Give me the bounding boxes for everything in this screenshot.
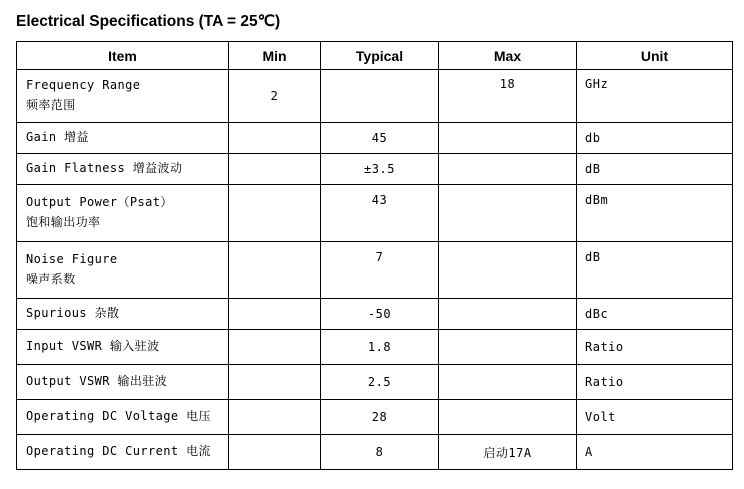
row-item bbox=[17, 435, 229, 470]
row-typical: 1.8 bbox=[321, 330, 439, 365]
row-item-line1: Gain 增益 bbox=[26, 130, 89, 145]
row-item-line1: Output VSWR 输出驻波 bbox=[26, 374, 168, 389]
row-max bbox=[439, 242, 577, 299]
row-max bbox=[439, 123, 577, 154]
table-header bbox=[17, 42, 733, 70]
row-min bbox=[229, 242, 321, 299]
row-min bbox=[229, 330, 321, 365]
table-row bbox=[17, 330, 733, 365]
table-row bbox=[17, 70, 733, 123]
page-title: Electrical Specifications (TA = 25℃) bbox=[16, 13, 281, 30]
row-min bbox=[229, 400, 321, 435]
row-typical: 7 bbox=[321, 242, 439, 299]
row-unit: GHz bbox=[577, 70, 733, 123]
table-row bbox=[17, 435, 733, 470]
row-typical bbox=[321, 70, 439, 123]
row-unit: Ratio bbox=[577, 365, 733, 400]
row-item-line1: Frequency Range bbox=[26, 78, 141, 93]
row-min bbox=[229, 365, 321, 400]
table-row bbox=[17, 299, 733, 330]
row-typical: 2.5 bbox=[321, 365, 439, 400]
row-unit: dBc bbox=[577, 299, 733, 330]
row-typical: 45 bbox=[321, 123, 439, 154]
row-item-line1: Operating DC Current 电流 bbox=[26, 444, 211, 459]
row-unit: dB bbox=[577, 242, 733, 299]
row-unit: Volt bbox=[577, 400, 733, 435]
table-row bbox=[17, 400, 733, 435]
row-item-line1: Operating DC Voltage 电压 bbox=[26, 409, 211, 424]
row-max bbox=[439, 185, 577, 242]
row-typical: -50 bbox=[321, 299, 439, 330]
column-header-max: Max bbox=[439, 42, 577, 70]
row-unit: db bbox=[577, 123, 733, 154]
row-min bbox=[229, 154, 321, 185]
row-max bbox=[439, 400, 577, 435]
table-row bbox=[17, 185, 733, 242]
row-item bbox=[17, 330, 229, 365]
row-max bbox=[439, 299, 577, 330]
row-item bbox=[17, 154, 229, 185]
column-header-min: Min bbox=[229, 42, 321, 70]
row-item-line1: Gain Flatness 增益波动 bbox=[26, 161, 183, 176]
row-item-line1: Noise Figure bbox=[26, 252, 118, 267]
row-max: 18 bbox=[439, 70, 577, 123]
row-typical: 43 bbox=[321, 185, 439, 242]
row-item bbox=[17, 185, 229, 242]
row-unit: dB bbox=[577, 154, 733, 185]
row-max bbox=[439, 365, 577, 400]
column-header-typical: Typical bbox=[321, 42, 439, 70]
row-min bbox=[229, 185, 321, 242]
electrical-specifications-table bbox=[16, 41, 733, 470]
table-header-row bbox=[17, 42, 733, 70]
row-item bbox=[17, 365, 229, 400]
row-min bbox=[229, 123, 321, 154]
row-typical: 8 bbox=[321, 435, 439, 470]
row-item bbox=[17, 400, 229, 435]
row-unit: Ratio bbox=[577, 330, 733, 365]
row-item bbox=[17, 299, 229, 330]
table-row bbox=[17, 365, 733, 400]
row-max bbox=[439, 330, 577, 365]
row-item bbox=[17, 70, 229, 123]
column-header-unit: Unit bbox=[577, 42, 733, 70]
row-item-line2: 噪声系数 bbox=[26, 272, 76, 286]
row-item-line2: 饱和输出功率 bbox=[26, 215, 101, 229]
table-row bbox=[17, 154, 733, 185]
row-min: 2 bbox=[229, 70, 321, 123]
row-unit: dBm bbox=[577, 185, 733, 242]
table-body bbox=[17, 70, 733, 470]
row-item-line2: 频率范围 bbox=[26, 98, 76, 112]
row-min bbox=[229, 299, 321, 330]
table-row bbox=[17, 242, 733, 299]
row-typical: ±3.5 bbox=[321, 154, 439, 185]
row-item bbox=[17, 242, 229, 299]
row-item bbox=[17, 123, 229, 154]
row-typical: 28 bbox=[321, 400, 439, 435]
row-item-line1: Spurious 杂散 bbox=[26, 306, 120, 321]
row-min bbox=[229, 435, 321, 470]
row-max bbox=[439, 154, 577, 185]
row-item-line1: Output Power（Psat） bbox=[26, 195, 173, 210]
row-unit: A bbox=[577, 435, 733, 470]
row-item-line1: Input VSWR 输入驻波 bbox=[26, 339, 160, 354]
row-max: 启动17A bbox=[439, 435, 577, 470]
column-header-item: Item bbox=[17, 42, 229, 70]
table-row bbox=[17, 123, 733, 154]
